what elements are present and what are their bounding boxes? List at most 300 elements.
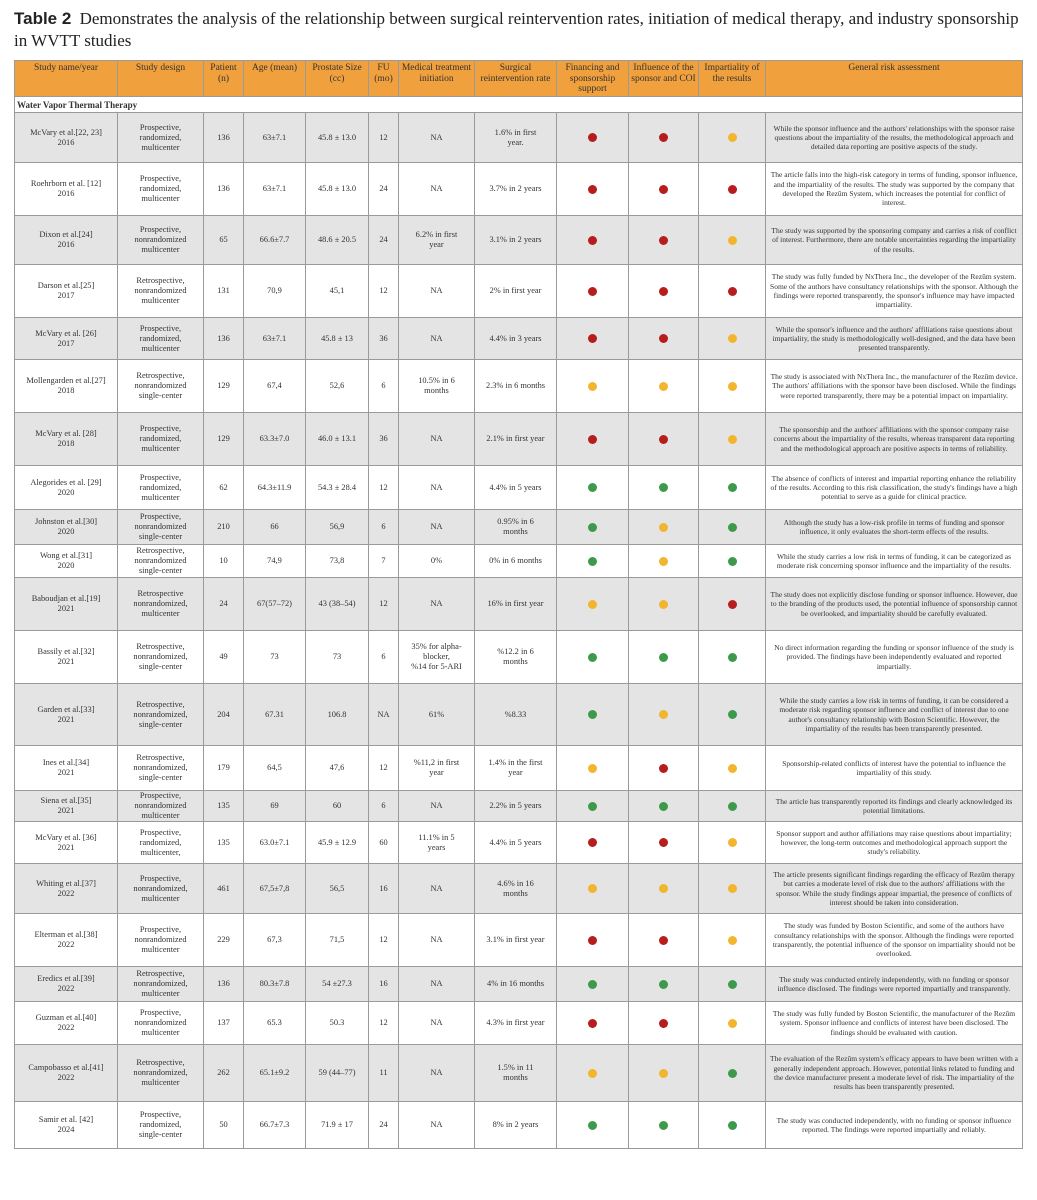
study-design-cell: Prospective, randomized, multicenter <box>118 113 204 163</box>
general-risk-cell: The article has transparently reported its findings and clearly acknowledged its potential limitations. <box>766 791 1023 822</box>
financing-cell <box>557 545 629 578</box>
medical-treatment-cell: NA <box>399 163 475 216</box>
age-cell: 63±7.1 <box>244 113 306 163</box>
general-risk-cell: The study was conducted entirely independently, with no funding or sponsor influence disclosed. The findings were reported impartially and transparently. <box>766 967 1023 1002</box>
reintervention-rate-cell: 2.3% in 6 months <box>475 360 557 413</box>
medical-treatment-cell: 35% for alpha- blocker, %14 for 5-ARI <box>399 631 475 684</box>
reintervention-rate-cell: 4% in 16 months <box>475 967 557 1002</box>
patient-count-cell: 204 <box>204 684 244 746</box>
impartiality-red-dot-icon <box>728 600 737 609</box>
financing-cell <box>557 318 629 360</box>
follow-up-cell: 24 <box>369 1102 399 1149</box>
impartiality-cell <box>699 684 766 746</box>
sponsor-influence-red-dot-icon <box>659 236 668 245</box>
prostate-size-cell: 45.9 ± 12.9 <box>306 822 369 864</box>
age-cell: 65.1±9.2 <box>244 1045 306 1102</box>
follow-up-cell: 24 <box>369 163 399 216</box>
sponsor-influence-green-dot-icon <box>659 980 668 989</box>
age-cell: 63±7.1 <box>244 318 306 360</box>
table-row <box>15 746 1023 791</box>
study-design-cell: Retrospective, nonrandomized, single-center <box>118 746 204 791</box>
financing-yellow-dot-icon <box>588 764 597 773</box>
study-name-cell: McVary et al.[22, 23] 2016 <box>15 113 118 163</box>
section-row <box>15 97 1023 113</box>
header-patient: Patient (n) <box>204 61 244 97</box>
study-name-cell: Dixon et al.[24] 2016 <box>15 216 118 265</box>
age-cell: 64.3±11.9 <box>244 466 306 510</box>
impartiality-cell <box>699 466 766 510</box>
general-risk-cell: The absence of conflicts of interest and impartial reporting enhance the reliability of the results. According to this risk classification, the study's findings have a high potential to serve as a guide for clinical practice. <box>766 466 1023 510</box>
study-name-cell: Garden et al.[33] 2021 <box>15 684 118 746</box>
prostate-size-cell: 56,9 <box>306 510 369 545</box>
study-design-cell: Retrospective, nonrandomized single-center <box>118 545 204 578</box>
financing-cell <box>557 113 629 163</box>
follow-up-cell: 11 <box>369 1045 399 1102</box>
study-design-cell: Retrospective, nonrandomized single-center <box>118 360 204 413</box>
financing-cell <box>557 822 629 864</box>
study-name-cell: McVary et al. [36] 2021 <box>15 822 118 864</box>
financing-yellow-dot-icon <box>588 382 597 391</box>
impartiality-cell <box>699 914 766 967</box>
table-row <box>15 318 1023 360</box>
follow-up-cell: 12 <box>369 113 399 163</box>
follow-up-cell: 12 <box>369 265 399 318</box>
general-risk-cell: Sponsor support and author affiliations may raise questions about impartiality; however, the long-term outcomes and methodological approach support the study's reliability. <box>766 822 1023 864</box>
study-name-cell: Darson et al.[25] 2017 <box>15 265 118 318</box>
study-design-cell: Prospective, randomized, multicenter <box>118 413 204 466</box>
sponsor-influence-yellow-dot-icon <box>659 884 668 893</box>
impartiality-cell <box>699 545 766 578</box>
impartiality-cell <box>699 318 766 360</box>
follow-up-cell: 24 <box>369 216 399 265</box>
age-cell: 66.7±7.3 <box>244 1102 306 1149</box>
financing-green-dot-icon <box>588 653 597 662</box>
reintervention-rate-cell: 3.7% in 2 years <box>475 163 557 216</box>
financing-cell <box>557 466 629 510</box>
sponsor-influence-cell <box>629 1002 699 1045</box>
medical-treatment-cell: 10.5% in 6 months <box>399 360 475 413</box>
reintervention-rate-cell: 1.5% in 11 months <box>475 1045 557 1102</box>
patient-count-cell: 135 <box>204 822 244 864</box>
impartiality-green-dot-icon <box>728 653 737 662</box>
financing-cell <box>557 216 629 265</box>
impartiality-cell <box>699 113 766 163</box>
patient-count-cell: 136 <box>204 113 244 163</box>
header-general-risk: General risk assessment <box>766 61 1023 97</box>
patient-count-cell: 24 <box>204 578 244 631</box>
study-design-cell: Retrospective, nonrandomized, multicenter <box>118 967 204 1002</box>
sponsor-influence-red-dot-icon <box>659 936 668 945</box>
prostate-size-cell: 50.3 <box>306 1002 369 1045</box>
sponsor-influence-cell <box>629 631 699 684</box>
impartiality-green-dot-icon <box>728 710 737 719</box>
impartiality-green-dot-icon <box>728 1121 737 1130</box>
general-risk-cell: The study was supported by the sponsoring company and carries a risk of conflict of interest. Furthermore, there are notable uncertainties regarding the impartiality of the results. <box>766 216 1023 265</box>
impartiality-cell <box>699 822 766 864</box>
age-cell: 64,5 <box>244 746 306 791</box>
study-name-cell: McVary et al. [28] 2018 <box>15 413 118 466</box>
prostate-size-cell: 43 (38–54) <box>306 578 369 631</box>
impartiality-cell <box>699 578 766 631</box>
financing-cell <box>557 791 629 822</box>
patient-count-cell: 136 <box>204 163 244 216</box>
medical-treatment-cell: %11,2 in first year <box>399 746 475 791</box>
impartiality-yellow-dot-icon <box>728 236 737 245</box>
patient-count-cell: 131 <box>204 265 244 318</box>
general-risk-cell: While the sponsor influence and the authors' relationships with the sponsor raise questions about the impartiality of the results, the methodological approach and detailed data reporting are positive aspects of the study. <box>766 113 1023 163</box>
sponsor-influence-cell <box>629 791 699 822</box>
general-risk-cell: The study was fully funded by Boston Scientific, the manufacturer of the Rezūm system. Sponsor influence and conflicts of interest have been disclosed. The findings should be evaluated with caution. <box>766 1002 1023 1045</box>
impartiality-cell <box>699 1102 766 1149</box>
general-risk-cell: The study does not explicitly disclose funding or sponsor influence. However, due to the branding of the products used, the potential influence of sponsorship cannot be overlooked, and impartiality should be carefully evaluated. <box>766 578 1023 631</box>
study-design-cell: Prospective, nonrandomized multicenter <box>118 791 204 822</box>
financing-green-dot-icon <box>588 483 597 492</box>
table-row <box>15 578 1023 631</box>
financing-cell <box>557 578 629 631</box>
follow-up-cell: 7 <box>369 545 399 578</box>
impartiality-green-dot-icon <box>728 980 737 989</box>
age-cell: 74,9 <box>244 545 306 578</box>
study-design-cell: Prospective, nonrandomized multicenter <box>118 914 204 967</box>
impartiality-yellow-dot-icon <box>728 334 737 343</box>
study-design-cell: Retrospective, nonrandomized multicenter <box>118 265 204 318</box>
age-cell: 67(57–72) <box>244 578 306 631</box>
sponsor-influence-yellow-dot-icon <box>659 382 668 391</box>
financing-yellow-dot-icon <box>588 884 597 893</box>
age-cell: 69 <box>244 791 306 822</box>
financing-green-dot-icon <box>588 802 597 811</box>
reintervention-rate-cell: 0.95% in 6 months <box>475 510 557 545</box>
impartiality-cell <box>699 791 766 822</box>
patient-count-cell: 65 <box>204 216 244 265</box>
study-name-cell: Mollengarden et al.[27] 2018 <box>15 360 118 413</box>
impartiality-cell <box>699 413 766 466</box>
prostate-size-cell: 54 ±27.3 <box>306 967 369 1002</box>
general-risk-cell: Although the study has a low-risk profile in terms of funding and sponsor influence, it only evaluates the short-term effects of the results. <box>766 510 1023 545</box>
study-name-cell: Wong et al.[31] 2020 <box>15 545 118 578</box>
study-design-cell: Prospective, nonrandomized, multicenter <box>118 864 204 914</box>
table-row <box>15 1045 1023 1102</box>
follow-up-cell: 6 <box>369 510 399 545</box>
follow-up-cell: 12 <box>369 466 399 510</box>
age-cell: 67,3 <box>244 914 306 967</box>
sponsor-influence-red-dot-icon <box>659 185 668 194</box>
age-cell: 63±7.1 <box>244 163 306 216</box>
financing-cell <box>557 864 629 914</box>
sponsor-influence-red-dot-icon <box>659 133 668 142</box>
study-name-cell: Samir et al. [42] 2024 <box>15 1102 118 1149</box>
header-study-design: Study design <box>118 61 204 97</box>
study-design-cell: Retrospective, nonrandomized, single-center <box>118 631 204 684</box>
follow-up-cell: NA <box>369 684 399 746</box>
financing-red-dot-icon <box>588 1019 597 1028</box>
general-risk-cell: The sponsorship and the authors' affiliations with the sponsor company raise concerns about the impartiality of the results, whereas transparent data reporting and the methodological approach are positive aspects in terms of reliability. <box>766 413 1023 466</box>
follow-up-cell: 36 <box>369 318 399 360</box>
medical-treatment-cell: NA <box>399 578 475 631</box>
patient-count-cell: 229 <box>204 914 244 967</box>
patient-count-cell: 137 <box>204 1002 244 1045</box>
medical-treatment-cell: NA <box>399 967 475 1002</box>
age-cell: 67.31 <box>244 684 306 746</box>
reintervention-rate-cell: 4.4% in 5 years <box>475 822 557 864</box>
medical-treatment-cell: NA <box>399 113 475 163</box>
general-risk-cell: No direct information regarding the funding or sponsor influence of the study is provided. The findings have been independently evaluated and reported impartially. <box>766 631 1023 684</box>
table-row <box>15 163 1023 216</box>
sponsor-influence-yellow-dot-icon <box>659 710 668 719</box>
medical-treatment-cell: NA <box>399 413 475 466</box>
study-name-cell: Alegorides et al. [29] 2020 <box>15 466 118 510</box>
study-name-cell: Elterman et al.[38] 2022 <box>15 914 118 967</box>
financing-green-dot-icon <box>588 710 597 719</box>
study-design-cell: Retrospective, nonrandomized, single-center <box>118 684 204 746</box>
impartiality-cell <box>699 216 766 265</box>
patient-count-cell: 49 <box>204 631 244 684</box>
table-row <box>15 466 1023 510</box>
prostate-size-cell: 48.6 ± 20.5 <box>306 216 369 265</box>
medical-treatment-cell: NA <box>399 914 475 967</box>
impartiality-cell <box>699 1002 766 1045</box>
reintervention-rate-cell: 4.3% in first year <box>475 1002 557 1045</box>
reintervention-rate-cell: 3.1% in 2 years <box>475 216 557 265</box>
study-design-cell: Prospective, randomized, multicenter, <box>118 822 204 864</box>
impartiality-yellow-dot-icon <box>728 764 737 773</box>
study-design-cell: Prospective, randomized, multicenter <box>118 318 204 360</box>
general-risk-cell: While the sponsor's influence and the authors' affiliations raise questions about impartiality, the study is methodologically well-designed, and the data have been presented transparently. <box>766 318 1023 360</box>
study-name-cell: Johnston et al.[30] 2020 <box>15 510 118 545</box>
impartiality-yellow-dot-icon <box>728 1019 737 1028</box>
financing-red-dot-icon <box>588 133 597 142</box>
sponsor-influence-cell <box>629 216 699 265</box>
follow-up-cell: 12 <box>369 914 399 967</box>
reintervention-rate-cell: %8.33 <box>475 684 557 746</box>
sponsor-influence-yellow-dot-icon <box>659 1069 668 1078</box>
impartiality-red-dot-icon <box>728 287 737 296</box>
study-name-cell: Eredics et al.[39] 2022 <box>15 967 118 1002</box>
sponsor-influence-cell <box>629 413 699 466</box>
table-row <box>15 967 1023 1002</box>
patient-count-cell: 135 <box>204 791 244 822</box>
table-caption <box>14 8 1019 52</box>
age-cell: 66 <box>244 510 306 545</box>
financing-cell <box>557 914 629 967</box>
study-design-cell: Prospective, nonrandomized single-center <box>118 510 204 545</box>
age-cell: 80.3±7.8 <box>244 967 306 1002</box>
sponsor-influence-cell <box>629 318 699 360</box>
table-row <box>15 545 1023 578</box>
table-row <box>15 684 1023 746</box>
age-cell: 67,5±7,8 <box>244 864 306 914</box>
section-title: Water Vapor Thermal Therapy <box>15 97 1023 113</box>
table-row <box>15 413 1023 466</box>
general-risk-cell: The article presents significant findings regarding the efficacy of Rezūm therapy but carries a moderate level of risk due to the authors' affiliations with the sponsor. While the study findings appear impartial, the presence of conflicts of interest should be taken into consideration. <box>766 864 1023 914</box>
impartiality-green-dot-icon <box>728 483 737 492</box>
header-financing: Financing and sponsorship support <box>557 61 629 97</box>
table-row <box>15 914 1023 967</box>
medical-treatment-cell: NA <box>399 864 475 914</box>
follow-up-cell: 12 <box>369 746 399 791</box>
table-row <box>15 1002 1023 1045</box>
general-risk-cell: The study was funded by Boston Scientific, and some of the authors have consultancy relationships with the sponsor. Although the findings were reported transparently, the potential influence of the sponsor on impartiality should not be overlooked. <box>766 914 1023 967</box>
medical-treatment-cell: NA <box>399 1002 475 1045</box>
impartiality-green-dot-icon <box>728 1069 737 1078</box>
patient-count-cell: 129 <box>204 360 244 413</box>
sponsor-influence-cell <box>629 578 699 631</box>
header-reintervention: Surgical reintervention rate <box>475 61 557 97</box>
medical-treatment-cell: NA <box>399 791 475 822</box>
age-cell: 65.3 <box>244 1002 306 1045</box>
prostate-size-cell: 73 <box>306 631 369 684</box>
study-name-cell: Whiting et al.[37] 2022 <box>15 864 118 914</box>
follow-up-cell: 60 <box>369 822 399 864</box>
header-age: Age (mean) <box>244 61 306 97</box>
financing-green-dot-icon <box>588 557 597 566</box>
reintervention-rate-cell: 4.4% in 3 years <box>475 318 557 360</box>
financing-green-dot-icon <box>588 980 597 989</box>
patient-count-cell: 10 <box>204 545 244 578</box>
follow-up-cell: 12 <box>369 578 399 631</box>
patient-count-cell: 62 <box>204 466 244 510</box>
reintervention-rate-cell: 2% in first year <box>475 265 557 318</box>
financing-cell <box>557 1045 629 1102</box>
sponsor-influence-green-dot-icon <box>659 1121 668 1130</box>
reintervention-rate-cell: 16% in first year <box>475 578 557 631</box>
impartiality-cell <box>699 265 766 318</box>
study-design-cell: Retrospective nonrandomized, multicenter <box>118 578 204 631</box>
sponsor-influence-green-dot-icon <box>659 653 668 662</box>
study-name-cell: Roehrborn et al. [12] 2016 <box>15 163 118 216</box>
table-container <box>14 60 1022 1149</box>
table-body <box>15 97 1023 1149</box>
sponsor-influence-red-dot-icon <box>659 287 668 296</box>
age-cell: 67,4 <box>244 360 306 413</box>
medical-treatment-cell: 0% <box>399 545 475 578</box>
prostate-size-cell: 73,8 <box>306 545 369 578</box>
prostate-size-cell: 60 <box>306 791 369 822</box>
sponsor-influence-cell <box>629 967 699 1002</box>
study-name-cell: McVary et al. [26] 2017 <box>15 318 118 360</box>
reintervention-rate-cell: 3.1% in first year <box>475 914 557 967</box>
study-name-cell: Guzman et al.[40] 2022 <box>15 1002 118 1045</box>
financing-green-dot-icon <box>588 523 597 532</box>
patient-count-cell: 210 <box>204 510 244 545</box>
follow-up-cell: 36 <box>369 413 399 466</box>
study-design-cell: Prospective, randomized, multicenter <box>118 163 204 216</box>
medical-treatment-cell: 11.1% in 5 years <box>399 822 475 864</box>
financing-cell <box>557 631 629 684</box>
sponsor-influence-cell <box>629 684 699 746</box>
header-impartiality: Impartiality of the results <box>699 61 766 97</box>
table-row <box>15 631 1023 684</box>
table-row <box>15 864 1023 914</box>
financing-red-dot-icon <box>588 334 597 343</box>
age-cell: 66.6±7.7 <box>244 216 306 265</box>
header-fu: FU (mo) <box>369 61 399 97</box>
study-name-cell: Bassily et al.[32] 2021 <box>15 631 118 684</box>
patient-count-cell: 50 <box>204 1102 244 1149</box>
impartiality-cell <box>699 746 766 791</box>
header-prostate-size: Prostate Size (cc) <box>306 61 369 97</box>
general-risk-cell: The study was fully funded by NxThera Inc., the developer of the Rezūm system. Some of the authors have consultancy relationships with the sponsor. Although the findings were reported transparently, the sponsor's influence may have impacted impartiality. <box>766 265 1023 318</box>
sponsor-influence-green-dot-icon <box>659 802 668 811</box>
financing-cell <box>557 163 629 216</box>
financing-red-dot-icon <box>588 838 597 847</box>
follow-up-cell: 6 <box>369 791 399 822</box>
sponsor-influence-cell <box>629 360 699 413</box>
study-design-cell: Prospective, nonrandomized multicenter <box>118 216 204 265</box>
sponsor-influence-cell <box>629 1102 699 1149</box>
sponsor-influence-cell <box>629 864 699 914</box>
general-risk-cell: The article falls into the high-risk category in terms of funding, sponsor influence, and the impartiality of the results. The study was supported by the company that developed the Rezūm System, which increases the potential for conflict of interest. <box>766 163 1023 216</box>
sponsor-influence-yellow-dot-icon <box>659 600 668 609</box>
financing-cell <box>557 413 629 466</box>
sponsor-influence-cell <box>629 466 699 510</box>
impartiality-yellow-dot-icon <box>728 133 737 142</box>
medical-treatment-cell: 61% <box>399 684 475 746</box>
table-row <box>15 265 1023 318</box>
wvtt-risk-table <box>14 60 1023 1149</box>
impartiality-cell <box>699 967 766 1002</box>
follow-up-cell: 16 <box>369 864 399 914</box>
patient-count-cell: 461 <box>204 864 244 914</box>
financing-red-dot-icon <box>588 236 597 245</box>
sponsor-influence-red-dot-icon <box>659 838 668 847</box>
table-row <box>15 113 1023 163</box>
reintervention-rate-cell: 2.2% in 5 years <box>475 791 557 822</box>
medical-treatment-cell: NA <box>399 466 475 510</box>
impartiality-yellow-dot-icon <box>728 382 737 391</box>
sponsor-influence-cell <box>629 113 699 163</box>
impartiality-cell <box>699 360 766 413</box>
sponsor-influence-cell <box>629 510 699 545</box>
sponsor-influence-red-dot-icon <box>659 764 668 773</box>
sponsor-influence-red-dot-icon <box>659 1019 668 1028</box>
impartiality-green-dot-icon <box>728 557 737 566</box>
prostate-size-cell: 54.3 ± 28.4 <box>306 466 369 510</box>
impartiality-red-dot-icon <box>728 185 737 194</box>
financing-red-dot-icon <box>588 435 597 444</box>
header-row <box>15 61 1023 97</box>
impartiality-cell <box>699 163 766 216</box>
table-row <box>15 822 1023 864</box>
impartiality-yellow-dot-icon <box>728 838 737 847</box>
table-label: Table 2 <box>14 9 72 28</box>
reintervention-rate-cell: 4.6% in 16 months <box>475 864 557 914</box>
financing-yellow-dot-icon <box>588 1069 597 1078</box>
medical-treatment-cell: NA <box>399 1102 475 1149</box>
sponsor-influence-cell <box>629 545 699 578</box>
patient-count-cell: 136 <box>204 318 244 360</box>
financing-cell <box>557 967 629 1002</box>
sponsor-influence-cell <box>629 914 699 967</box>
financing-yellow-dot-icon <box>588 600 597 609</box>
age-cell: 73 <box>244 631 306 684</box>
table-caption-text: Demonstrates the analysis of the relationship between surgical reintervention rates, initiation of medical therapy, and industry sponsorship in WVTT studies <box>14 9 1019 50</box>
sponsor-influence-cell <box>629 746 699 791</box>
table-row <box>15 791 1023 822</box>
patient-count-cell: 179 <box>204 746 244 791</box>
sponsor-influence-yellow-dot-icon <box>659 523 668 532</box>
reintervention-rate-cell: %12.2 in 6 months <box>475 631 557 684</box>
sponsor-influence-red-dot-icon <box>659 334 668 343</box>
impartiality-yellow-dot-icon <box>728 435 737 444</box>
prostate-size-cell: 52,6 <box>306 360 369 413</box>
table-row <box>15 216 1023 265</box>
financing-cell <box>557 360 629 413</box>
study-name-cell: Ines et al.[34] 2021 <box>15 746 118 791</box>
financing-cell <box>557 265 629 318</box>
table-row <box>15 1102 1023 1149</box>
impartiality-cell <box>699 1045 766 1102</box>
